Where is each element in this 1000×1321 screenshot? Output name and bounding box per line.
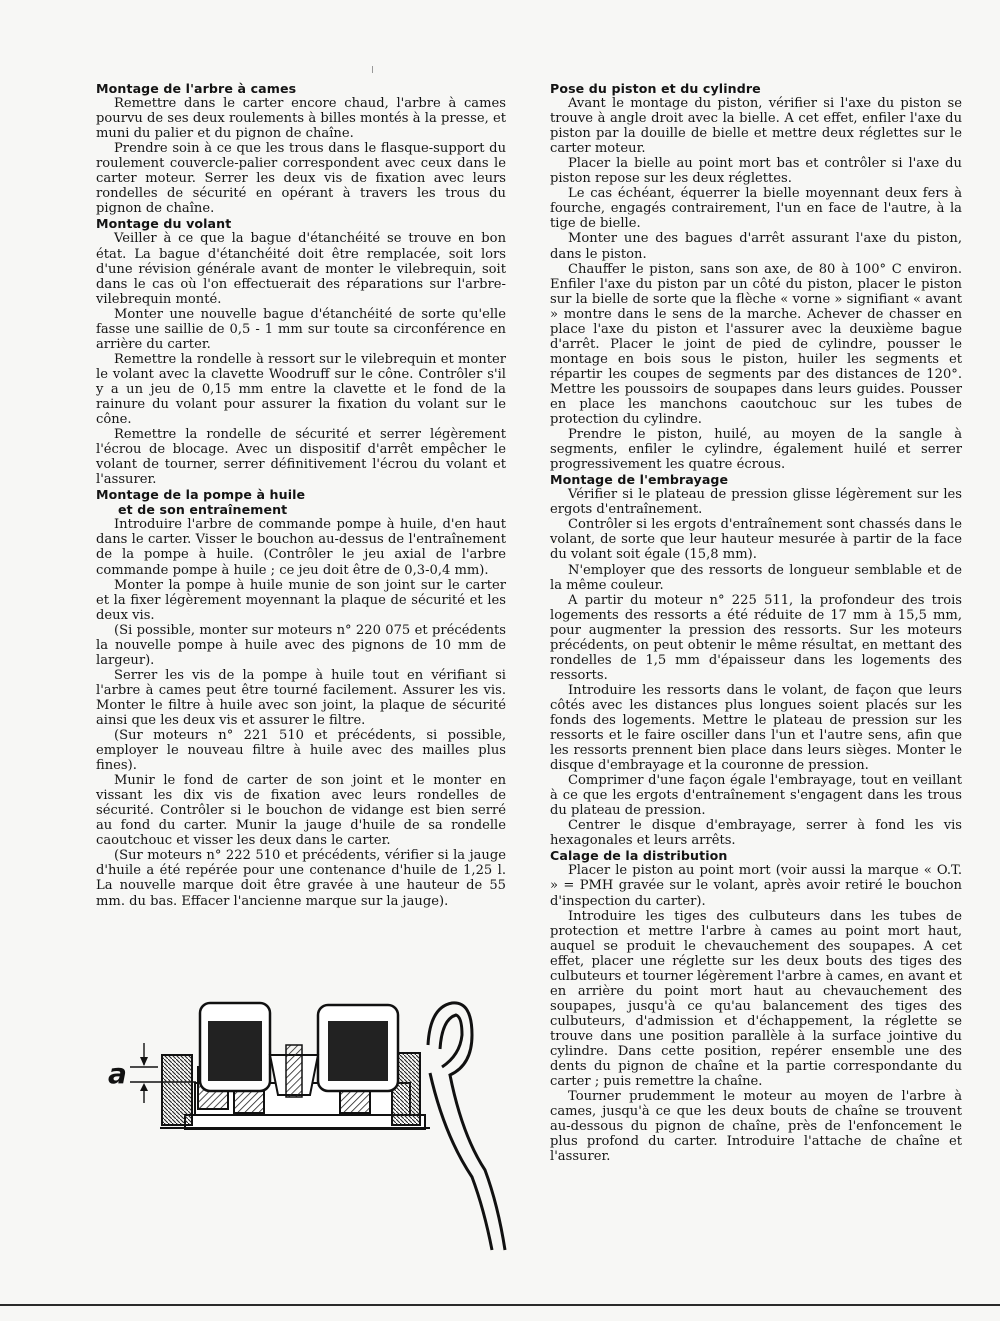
paragraph: Tourner prudemment le moteur au moyen de l'arbre à cames, jusqu'à ce que les deux bouts de chaîne se trouvent au-dessous du pignon de chaîne, près de l'enfoncement le plus profond du carter. Introduire l'attache de chaîne et l'assurer. bbox=[550, 1089, 962, 1165]
paragraph: Placer la bielle au point mort bas et contrôler si l'axe du piston repose sur les deux réglettes. bbox=[550, 156, 962, 187]
paragraph: Serrer les vis de la pompe à huile tout en vérifiant si l'arbre à cames peut être tourné facilement. Assurer les vis. Monter le filtre à huile avec son joint, la plaque de sécurité ainsi que les deux vis et assurer le filtre. bbox=[96, 667, 506, 728]
paragraph: (Si possible, monter sur moteurs n° 220 075 et précédents la nouvelle pompe à huile avec des pignons de 10 mm de largeur). bbox=[96, 622, 506, 668]
paragraph: N'employer que des ressorts de longueur semblable et de la même couleur. bbox=[550, 562, 962, 593]
heading-montage-pompe-huile: Montage de la pompe à huile bbox=[96, 487, 306, 503]
paragraph: Monter une nouvelle bague d'étanchéité de sorte qu'elle fasse une saillie de 0,5 - 1 mm sur toute sa circonférence en arrière du carter. bbox=[96, 306, 506, 352]
paragraph: Prendre le piston, huilé, au moyen de la sangle à segments, enfiler le cylindre, également huilé et serrer progressivement les quatre écrous. bbox=[550, 427, 962, 473]
paragraph: Introduire l'arbre de commande pompe à huile, d'en haut dans le carter. Visser le bouchon au-dessus de l'entraînement de la pompe à huile. (Contrôler le jeu axial de l'arbre commande pompe à huile ; ce jeu doit être de 0,3-0,4 mm). bbox=[96, 517, 506, 578]
right-column bbox=[550, 81, 962, 1164]
paragraph: Vérifier si le plateau de pression glisse légèrement sur les ergots d'entraînement. bbox=[550, 487, 962, 518]
left-column bbox=[96, 81, 506, 909]
paragraph: Munir le fond de carter de son joint et le monter en vissant les dix vis de fixation avec leurs rondelles de sécurité. Contrôler si le bouchon de vidange est bien serré au fond du carter. Munir la jauge d'huile de sa rondelle caoutchouc et visser les deux dans le carter. bbox=[96, 773, 506, 849]
centre-shaft bbox=[270, 1045, 318, 1097]
paragraph: (Sur moteurs n° 222 510 et précédents, vérifier si la jauge d'huile a été repérée pour une contenance d'huile de 1,25 l. La nouvelle marque doit être gravée à une hauteur de 55 mm. du bas. Effacer l'ancienne marque sur la jauge). bbox=[96, 848, 506, 909]
paragraph: Avant le montage du piston, vérifier si l'axe du piston se trouve à angle droit avec la bielle. A cet effet, enfiler l'axe du piston par la douille de bielle et mettre deux réglettes sur le carter moteur. bbox=[550, 96, 962, 157]
paragraph: Remettre dans le carter encore chaud, l'arbre à cames pourvu de ses deux roulements à billes montés à la presse, et muni du palier et du pignon de chaîne. bbox=[96, 96, 506, 142]
heading-montage-pompe-huile-line2: et de son entraînement bbox=[118, 502, 288, 518]
paragraph: Comprimer d'une façon égale l'embrayage, tout en veillant à ce que les ergots d'entraînement s'engagent dans les trous du plateau de pression. bbox=[550, 773, 962, 819]
paragraph: Remettre la rondelle à ressort sur le vilebrequin et monter le volant avec la clavette Woodruff sur le cône. Contrôler s'il y a un jeu de 0,15 mm entre la clavette et le fond de la rainure du volant pour assurer la fixation du volant sur le cône. bbox=[96, 351, 506, 428]
bottom-rule bbox=[0, 1304, 1000, 1306]
paragraph: Le cas échéant, équerrer la bielle moyennant deux fers à fourche, engagés contrairement, l'un en face de l'autre, à la tige de bielle. bbox=[550, 186, 962, 232]
heading-calage-distribution: Calage de la distribution bbox=[550, 848, 728, 864]
heading-montage-volant: Montage du volant bbox=[96, 216, 232, 232]
paragraph: Contrôler si les ergots d'entraînement sont chassés dans le volant, de sorte que leur hauteur mesurée à partir de la face du volant soit égale (15,8 mm). bbox=[550, 517, 962, 563]
scan-mark bbox=[372, 66, 373, 73]
clamp-tool bbox=[428, 1003, 505, 1250]
heading-montage-arbre-cames: Montage de l'arbre à cames bbox=[96, 81, 297, 96]
paragraph: Placer le piston au point mort (voir aussi la marque « O.T. » = PMH gravée sur le volant, après avoir retiré le bouchon d'inspection du carter). bbox=[550, 863, 962, 909]
paragraph: Chauffer le piston, sans son axe, de 80 à 100° C environ. Enfiler l'axe du piston par un côté du piston, placer le piston sur la bielle de sorte que la flèche « vorne » signifiant « avant » montre dans le sens de la marche. Achever de chasser en place l'axe du piston et l'assurer avec la deuxième bague d'arrêt. Placer le joint de pied de cylindre, pousser le montage en bois sous le piston, huiler les segments et répartir les coupes de segments par des distances de 120°. Mettre les poussoirs de soupapes dans leurs guides. Pousser en place les manchons caoutchouc sur les tubes de protection du cylindre. bbox=[550, 261, 962, 428]
heading-pose-piston-cylindre: Pose du piston et du cylindre bbox=[550, 81, 761, 96]
paragraph: Remettre la rondelle de sécurité et serrer légèrement l'écrou de blocage. Avec un dispositif d'arrêt empêcher le volant de tourner, serrer définitivement l'écrou du volant et l'assurer. bbox=[96, 427, 506, 488]
paragraph: Monter une des bagues d'arrêt assurant l'axe du piston, dans le piston. bbox=[550, 231, 962, 262]
paragraph: A partir du moteur n° 225 511, la profondeur des trois logements des ressorts a été réduite de 17 mm à 15,5 mm, pour augmenter la pression des ressorts. Sur les moteurs précédents, on peut obtenir le même résultat, en mettant des rondelles de 1,5 mm d'épaisseur dans les logements des ressorts. bbox=[550, 592, 962, 683]
paragraph: Veiller à ce que la bague d'étanchéité se trouve en bon état. La bague d'étanchéité doit être remplacée, soit lors d'une révision générale avant de monter le vilebrequin, soit dans le cas où l'on effectuerait des réparations sur l'arbre-vilebrequin monté. bbox=[96, 231, 506, 307]
paragraph: Introduire les tiges des culbuteurs dans les tubes de protection et mettre l'arbre à cames au point mort haut, auquel se produit le chevauchement des soupapes. A cet effet, placer une réglette sur les deux bouts des tiges des culbuteurs et tourner légèrement l'arbre à cames, en avant et en arrière du point mort haut au chevauchement des soupapes, jusqu'à ce qu'au balancement des tiges des culbuteurs, d'admission et d'échappement, la réglette se trouve dans une position parallèle à la surface jointive du cylindre. Dans cette position, repérer ensemble une des dents du pignon de chaîne et la partie correspondante du carter ; puis remettre la chaîne. bbox=[550, 908, 963, 1090]
dimension-a-label: a bbox=[108, 1057, 127, 1090]
paragraph: Prendre soin à ce que les trous dans le flasque-support du roulement couvercle-palier correspondent avec ceux dans le carter moteur. Serrer les deux vis de fixation avec leurs rondelles de sécurité en opérant à travers les trous du pignon de chaîne. bbox=[96, 141, 506, 217]
paragraph: Monter la pompe à huile munie de son joint sur le carter et la fixer légèrement moyennant la plaque de sécurité et les deux vis. bbox=[96, 577, 506, 623]
paragraph: Centrer le disque d'embrayage, serrer à fond les vis hexagonales et leurs arrêts. bbox=[550, 818, 962, 849]
clutch-spring-figure bbox=[100, 995, 520, 1255]
paragraph: (Sur moteurs n° 221 510 et précédents, si possible, employer le nouveau filtre à huile avec des mailles plus fines). bbox=[96, 728, 506, 774]
paragraph: Introduire les ressorts dans le volant, de façon que leurs côtés avec les distances plus longues soient placés sur les fonds des logements. Mettre le plateau de pression sur les ressorts et le faire osciller dans l'un et l'autre sens, afin que les ressorts prennent bien place dans leurs sièges. Monter le disque d'embrayage et la couronne de pression. bbox=[550, 682, 962, 774]
heading-montage-embrayage: Montage de l'embrayage bbox=[550, 472, 729, 488]
